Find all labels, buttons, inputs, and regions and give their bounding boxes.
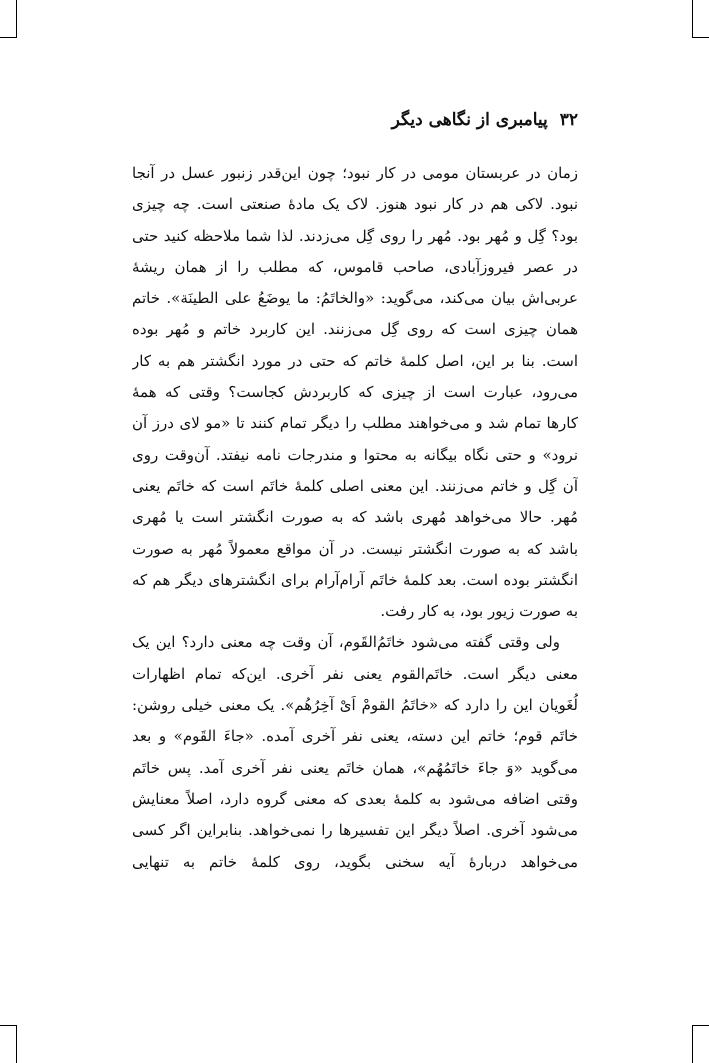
crop-mark-top-left-horizontal <box>0 37 17 38</box>
text-line: است. بنا بر این، اصل کلمهٔ خاتم که حتی در مورد انگشتر هم به کار <box>132 351 578 370</box>
text-line: می‌رود، عبارت است از چیزی که کاربردش کجاست؟ وقتی که همهٔ <box>132 383 578 402</box>
crop-mark-bottom-left-horizontal <box>0 1025 17 1026</box>
text-line: بود؟ گِل و مُهر بود. مُهر را روی گِل می‌زدند. لذا شما ملاحظه کنید حتی <box>132 226 578 245</box>
text-line: در عصر فیروزآبادی، صاحب قاموس، که مطلب را از همان ریشهٔ <box>132 257 578 276</box>
text-line: زمان در عربستان مومی در کار نبود؛ چون این‌قدر زنبور عسل در آنجا <box>132 164 578 182</box>
text-line: کارها تمام شد و می‌خواهند مطلب را دیگر تمام کنند تا «مو لای درز آن <box>132 414 578 433</box>
crop-mark-bottom-left-vertical <box>16 1025 17 1063</box>
crop-mark-top-right-vertical <box>692 0 693 38</box>
text-line-paragraph-start: ولی وقتی گفته می‌شود خاتَمُ‌القَوم، آن وقت چه معنی دارد؟ این یک <box>132 633 560 652</box>
text-line: انگشتر بوده است. بعد کلمهٔ خاتَم آرام‌آرام برای انگشترهای دیگر هم که <box>132 570 578 589</box>
text-line: همان چیزی است که روی گِل می‌زنند. این کاربرد خاتم و مُهر بوده <box>132 320 578 339</box>
page-number: ۳۲ <box>559 110 578 130</box>
text-line: نرود» و حتی نگاه بیگانه به محتوا و مندرجات نامه نیفتد. آن‌وقت روی <box>132 445 578 464</box>
text-line: عربی‌اش بیان می‌کند، می‌گوید: «والخاتَمُ: ما یوضَعُ علی الطینَة». خاتم <box>132 289 578 308</box>
text-line: معنی دیگر است. خاتَم‌القوم یعنی نفر آخری. این‌که تمام اظهارات <box>132 664 578 683</box>
running-header <box>132 110 578 136</box>
text-line: خاتَم قوم؛ خاتم این دسته، یعنی نفر آخری آمده. «جاءَ القَوم» و بعد <box>132 727 578 746</box>
text-line-paragraph-end: به صورت زیور بود، به کار رفت. <box>380 602 578 621</box>
text-line: می‌خواهد دربارهٔ آیه سخنی بگوید، روی کلمهٔ خاتم به تنهایی <box>132 852 578 871</box>
running-title: پیامبری از نگاهی دیگر <box>391 110 548 130</box>
crop-mark-top-left-vertical <box>16 0 17 38</box>
text-line: می‌شود آخری. اصلاً دیگر این تفسیرها را نمی‌خواهد. بنابراین اگر کسی <box>132 821 578 840</box>
crop-mark-bottom-right-horizontal <box>692 1025 709 1026</box>
text-line: باشد که به صورت انگشتر نیست. در آن مواقع معمولاً مُهر به صورت <box>132 539 578 558</box>
text-line: وقتی اضافه می‌شود به کلمهٔ بعدی که معنی گروه دارد، اصلاً معنایش <box>132 789 578 808</box>
text-line: نبود. لاکی هم در کار نبود هنوز. لاک یک مادهٔ صنعتی است. چه چیزی <box>132 195 578 214</box>
crop-mark-bottom-right-vertical <box>692 1025 693 1063</box>
text-line: مُهر. حالا می‌خواهد مُهری باشد که به صورت انگشتر است یا مُهری <box>132 508 578 527</box>
text-line: لُغَویان این را دارد که «خاتَمُ القومْ اَیْ آخِرُهُم». یک معنی خیلی روشن: <box>132 696 578 715</box>
text-line: می‌گوید «وَ جاءَ خاتَمُهُم»، همان خاتَم یعنی نفر آخری آمد. پس خاتَم <box>132 758 578 777</box>
body-text <box>132 158 578 878</box>
text-line: آن گِل و خاتم می‌زنند. این معنی اصلی کلمهٔ خاتَم است که خاتَم یعنی <box>132 476 578 495</box>
crop-mark-top-right-horizontal <box>692 37 709 38</box>
